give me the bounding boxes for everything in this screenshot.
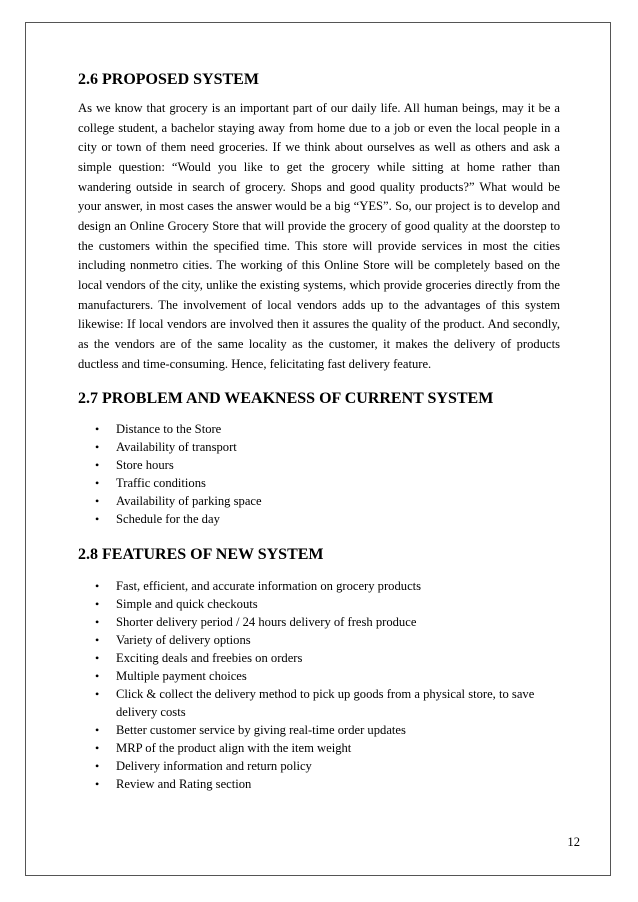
bullet-icon: •	[95, 512, 100, 527]
page-number: 12	[567, 835, 580, 849]
bullet-icon: •	[95, 579, 100, 594]
bullet-icon: •	[95, 741, 100, 756]
list-item: • Store hours	[95, 458, 174, 473]
list-item: • MRP of the product align with the item weight	[95, 741, 352, 756]
bullet-icon: •	[95, 687, 100, 702]
bullet-icon: •	[95, 669, 100, 684]
bullet-icon: •	[95, 723, 100, 738]
list-item: • Review and Rating section	[95, 777, 252, 792]
list-item: • Multiple payment choices	[95, 669, 247, 684]
list-item: • Availability of parking space	[95, 494, 262, 509]
list-item: • Shorter delivery period / 24 hours delivery of fresh produce	[95, 615, 417, 630]
list-item: • Traffic conditions	[95, 476, 206, 491]
list-item: • Distance to the Store	[95, 422, 222, 437]
paragraph-proposed-system: As we know that grocery is an important part of our daily life. All human beings, may it be a college student, a bachelor staying away from home due to a job or even the local people in a city or town of them need groceries. If we think about ourselves as well as others and ask a simple question: “Would you like to get the grocery while sitting at home rather than wandering outside in search of grocery. Shops and good quality products?” What would be your answer, in most cases the answer would be a big “YES”. So, our project is to develop and design an Online Grocery Store that will provide the grocery of good quality at the doorstep to the customers within the specified time. This store will provide services in most the cities including nonmetro cities. The working of this Online Store will be completely based on the local vendors of the city, unlike the existing systems, which provide groceries directly from the manufacturers. The involvement of local vendors adds up to the advantages of this system likewise: If local vendors are involved then it assures the quality of the product. And secondly, as the vendors are of the same locality as the customer, it makes the delivery of products ductless and time-consuming. Hence, felicitating fast delivery feature.	[78, 101, 560, 371]
list-item: • Schedule for the day	[95, 512, 220, 527]
list-item: • Better customer service by giving real-time order updates	[95, 723, 406, 738]
heading-features-new-system: 2.8 FEATURES OF NEW SYSTEM	[78, 546, 324, 564]
list-item: • Delivery information and return policy	[95, 759, 312, 774]
bullet-icon: •	[95, 777, 100, 792]
bullet-icon: •	[95, 476, 100, 491]
bullet-icon: •	[95, 440, 100, 455]
list-item: • Fast, efficient, and accurate information on grocery products	[95, 579, 422, 594]
bullet-icon: •	[95, 597, 100, 612]
bullet-icon: •	[95, 615, 100, 630]
document-body	[78, 70, 560, 793]
list-item: • Availability of transport	[95, 440, 237, 455]
list-item: • Click & collect the delivery method to pick up goods from a physical store, to save delivery costs	[95, 687, 535, 720]
list-item: • Variety of delivery options	[95, 633, 251, 648]
bullet-icon: •	[95, 422, 100, 437]
list-item: • Exciting deals and freebies on orders	[95, 651, 303, 666]
bullet-icon: •	[95, 651, 100, 666]
bullet-icon: •	[95, 759, 100, 774]
bullet-icon: •	[95, 633, 100, 648]
heading-problem-weakness: 2.7 PROBLEM AND WEAKNESS OF CURRENT SYSTEM	[78, 390, 494, 408]
list-item: • Simple and quick checkouts	[95, 597, 258, 612]
list-problems	[78, 420, 560, 528]
heading-proposed-system: 2.6 PROPOSED SYSTEM	[78, 71, 259, 88]
bullet-icon: •	[95, 458, 100, 473]
list-features	[78, 577, 560, 793]
bullet-icon: •	[95, 494, 100, 509]
